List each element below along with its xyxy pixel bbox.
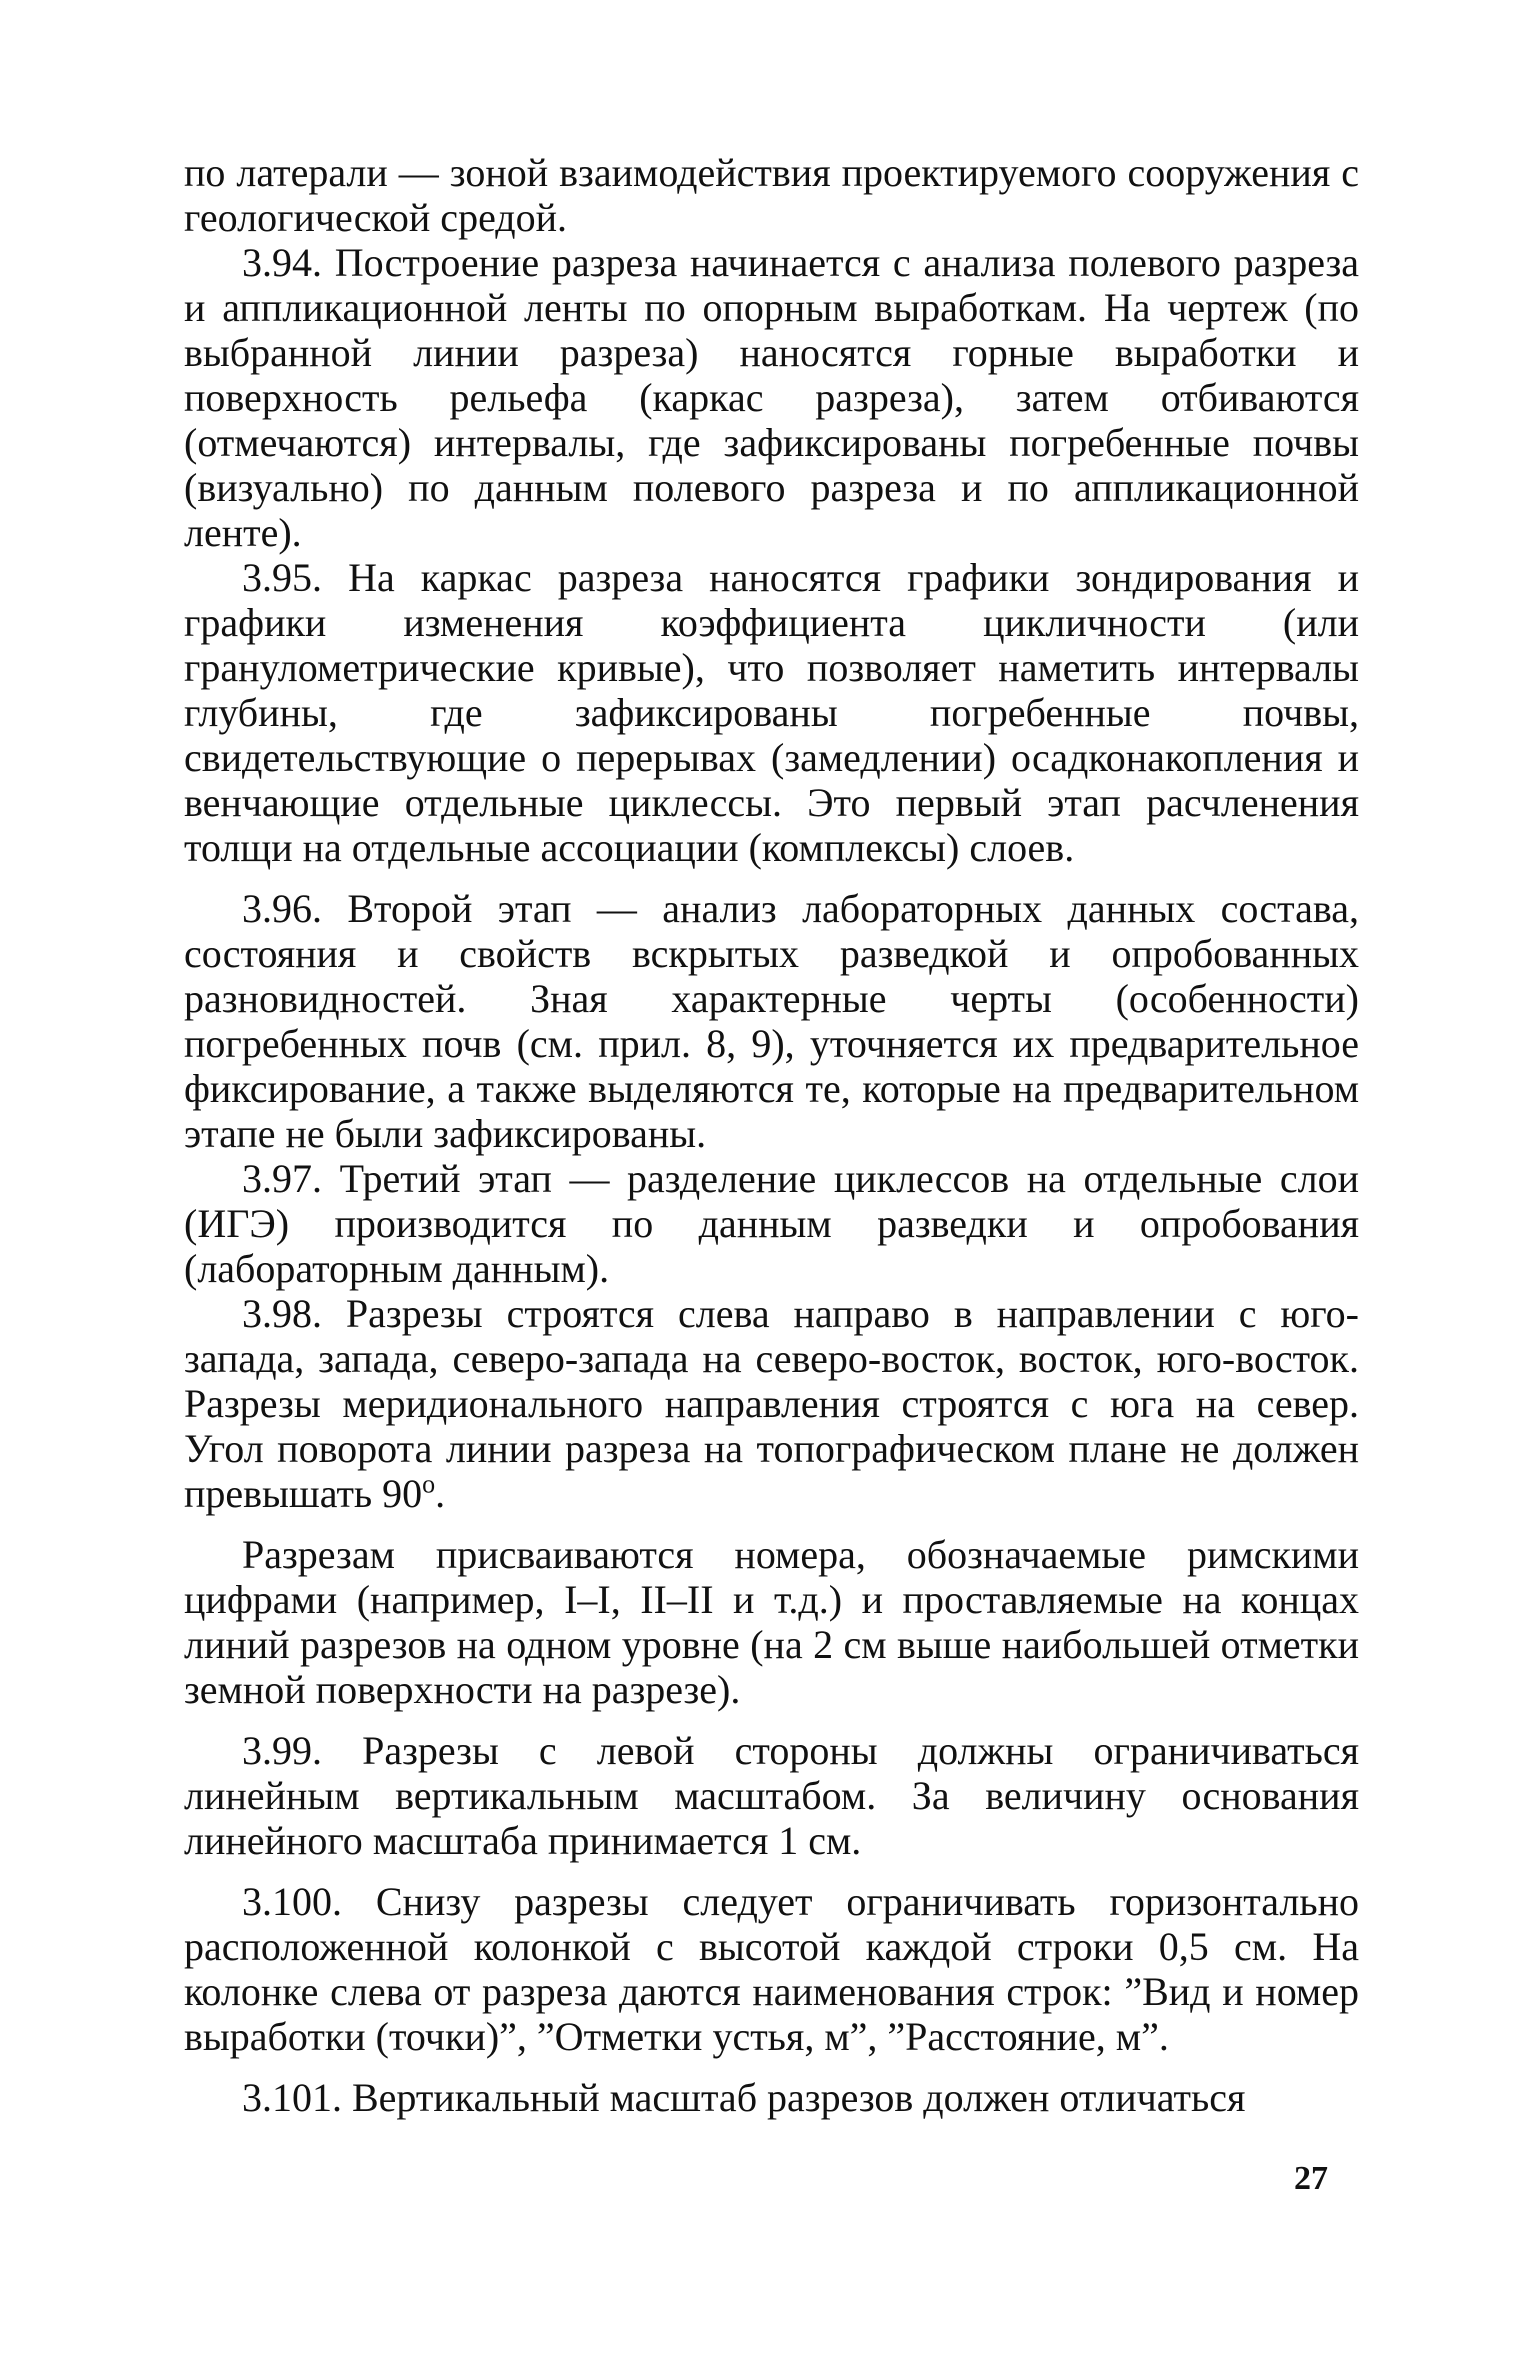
paragraph-number: 3.97. <box>242 1156 322 1201</box>
paragraph-3-96 <box>184 886 1359 1156</box>
text-body <box>184 150 1359 2120</box>
paragraph-text: по латерали — зоной взаимодействия проектируемого сооружения с геологической средой. <box>184 150 1359 240</box>
paragraph-number: 3.100. <box>242 1879 342 1924</box>
paragraph-text: Второй этап — анализ лабораторных данных состава, состояния и свойств вскрытых разведкой и опробованных разновидностей. Зная характерные черты (особенности) погребенных почв (см. прил. 8, 9), уточняется их предварительное фиксирование, а также выделяются те, которые на предварительном этапе не были зафиксированы. <box>184 886 1359 1156</box>
paragraph-number: 3.95. <box>242 555 322 600</box>
paragraph-continuation <box>184 150 1359 240</box>
paragraph-text: Снизу разрезы следует ограничивать горизонтально расположенной колонкой с высотой каждой строки 0,5 см. На колонке слева от разреза даются наименования строк: ”Вид и номер выработки (точки)”, ”Отметки устья, м”, ”Расстояние, м”. <box>184 1879 1359 2059</box>
paragraph-text: На каркас разреза наносятся графики зондирования и графики изменения коэффициента цикличности (или гранулометрические кривые), что позволяет наметить интервалы глубины, где зафиксированы погребенные почвы, свидетельствующие о перерывах (замедлении) осадконакопления и венчающие отдельные циклессы. Это первый этап расчленения толщи на отдельные ассоциации (комплексы) слоев. <box>184 555 1359 870</box>
paragraph-3-100 <box>184 1879 1359 2059</box>
paragraph-3-101 <box>184 2075 1359 2120</box>
paragraph-text: Разрезы строятся слева направо в направлении с юго-запада, запада, северо-запада на северо-восток, восток, юго-восток. Разрезы меридионального направления строятся с юга на север. Угол поворота линии разреза на топографическом плане не должен превышать 90 <box>184 1291 1359 1516</box>
page-number: 27 <box>1294 2160 1328 2197</box>
degree-superscript: о <box>422 1469 436 1499</box>
paragraph-number: 3.96. <box>242 886 322 931</box>
paragraph-number: 3.99. <box>242 1728 322 1773</box>
paragraph-number: 3.94. <box>242 240 322 285</box>
paragraph-number: 3.98. <box>242 1291 322 1336</box>
paragraph-text: Разрезы с левой стороны должны ограничиваться линейным вертикальным масштабом. За величину основания линейного масштаба принимается 1 см. <box>184 1728 1359 1863</box>
paragraph-text: Разрезам присваиваются номера, обозначаемые римскими цифрами (например, I–I, II–II и т.д.) и проставляемые на концах линий разрезов на одном уровне (на 2 см выше наибольшей отметки земной поверхности на разрезе). <box>184 1532 1359 1712</box>
paragraph-3-99 <box>184 1728 1359 1863</box>
paragraph-3-98-continued <box>184 1532 1359 1712</box>
paragraph-number: 3.101. <box>242 2075 342 2120</box>
paragraph-3-94 <box>184 240 1359 555</box>
paragraph-text: Третий этап — разделение циклессов на отдельные слои (ИГЭ) производится по данным разведки и опробования (лабораторным данным). <box>184 1156 1359 1291</box>
paragraph-3-98 <box>184 1291 1359 1516</box>
paragraph-text: Построение разреза начинается с анализа полевого разреза и аппликационной ленты по опорным выработкам. На чертеж (по выбранной линии разреза) наносятся горные выработки и поверхность рельефа (каркас разреза), затем отбиваются (отмечаются) интервалы, где зафиксированы погребенные почвы (визуально) по данным полевого разреза и по аппликационной ленте). <box>184 240 1359 555</box>
paragraph-3-97 <box>184 1156 1359 1291</box>
paragraph-tail: . <box>435 1471 446 1516</box>
paragraph-text: Вертикальный масштаб разрезов должен отличаться <box>342 2075 1246 2120</box>
paragraph-3-95 <box>184 555 1359 870</box>
